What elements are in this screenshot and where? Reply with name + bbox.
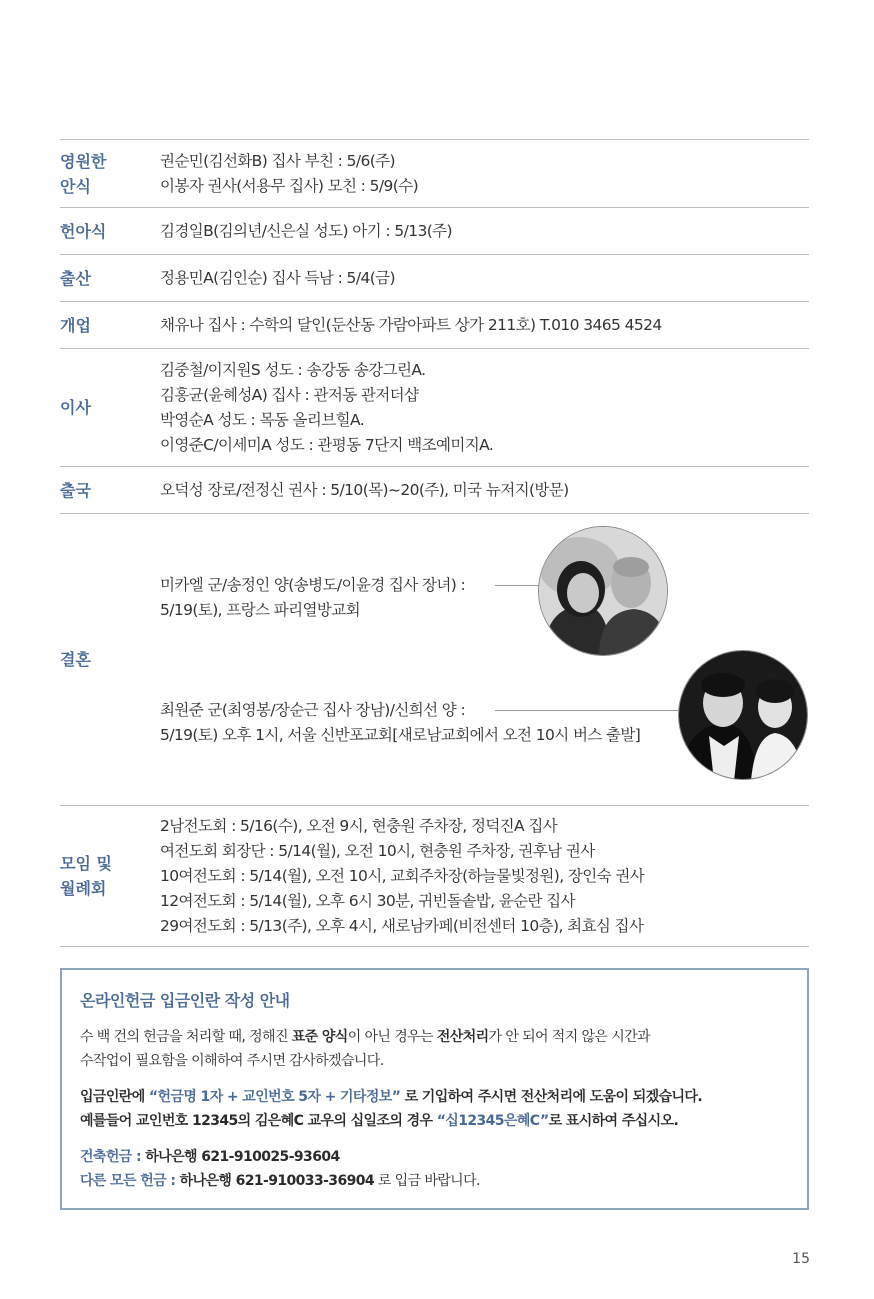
row-content: 김경일B(김의년/신은실 성도) 아기 : 5/13(주) — [160, 221, 453, 240]
row-dedication — [60, 207, 809, 254]
account-building: 건축헌금 : 하나은행 621-910025-93604 — [80, 1149, 340, 1165]
row-label: 출산 — [60, 268, 91, 288]
row-birth — [60, 254, 809, 301]
row-meetings — [60, 805, 809, 947]
row-label: 모임 및 월례회 — [60, 854, 112, 898]
notice-title: 온라인헌금 입금인란 작성 안내 — [80, 991, 290, 1010]
couple-photo-1 — [538, 526, 668, 656]
wedding-couple-1: 미카엘 군/송정인 양(송병도/이윤경 집사 장녀) : 5/19(토), 프랑스 파리열방교회 — [160, 576, 466, 619]
row-label: 출국 — [60, 480, 91, 500]
row-label: 개업 — [60, 315, 91, 335]
leader-line — [495, 585, 540, 586]
row-content: 2남전도회 : 5/16(수), 오전 9시, 현충원 주차장, 정덕진A 집사 여전도회 회장단 : 5/14(월), 오전 10시, 현충원 주차장, 권후남 권사 10여전도회 : 5/14(월), 오전 10시, 교회주차장(하늘물빛정원), 장인숙 권사 12여전도회 : 5/14(월), 오후 6시 30분, 귀빈돌솥밥, 윤순란 집사 29여전도회 : 5/13(주), 오후 4시, 새로남카페(비전센터 10층), 최효심 집사 — [160, 816, 645, 935]
leader-line — [495, 710, 679, 711]
page-number: 15 — [792, 1251, 810, 1267]
notice-accounts — [80, 1145, 789, 1193]
notice-intro: 수 백 건의 헌금을 처리할 때, 정해진 표준 양식이 아닌 경우는 전산처리가 안 되어 적지 않은 시간과 수작업이 필요함을 이해하여 주시면 감사하겠습니다. — [80, 1029, 650, 1069]
row-moving — [60, 348, 809, 466]
row-funeral — [60, 139, 809, 207]
announcements-table — [60, 139, 809, 947]
account-other: 다른 모든 헌금 : 하나은행 621-910033-36904 로 입금 바랍니다. — [80, 1173, 480, 1189]
couple-photo-2-image — [679, 651, 808, 780]
row-content: 권순민(김선화B) 집사 부친 : 5/6(주) 이봉자 권사(서용무 집사) 모친 : 5/9(수) — [160, 151, 419, 195]
row-label: 헌아식 — [60, 221, 107, 241]
row-content: 정용민A(김인순) 집사 득남 : 5/4(금) — [160, 268, 395, 287]
wedding-couple-2: 최원준 군(최영봉/장순근 집사 장남)/신희선 양 : 5/19(토) 오후 1시, 서울 신반포교회[새로남교회에서 오전 10시 버스 출발] — [160, 701, 641, 744]
row-opening — [60, 301, 809, 348]
row-label: 이사 — [60, 398, 91, 417]
row-departure — [60, 466, 809, 513]
row-content: 오덕성 장로/전정신 권사 : 5/10(목)~20(주), 미국 뉴저지(방문) — [160, 480, 569, 499]
row-content: 김중철/이지원S 성도 : 송강동 송강그린A. 김홍균(윤혜성A) 집사 : 관저동 관저더샵 박영순A 성도 : 목동 올리브힐A. 이영준C/이세미A 성도 : 관평동 7단지 백조예미지A. — [160, 360, 494, 454]
row-content: 채유나 집사 : 수학의 달인(둔산동 가람아파트 상가 211호) T.010 3465 4524 — [160, 315, 662, 334]
couple-photo-1-image — [539, 527, 668, 656]
row-wedding — [60, 513, 809, 805]
couple-photo-2 — [678, 650, 808, 780]
row-label: 영원한 안식 — [60, 151, 107, 196]
row-label: 결혼 — [60, 650, 91, 669]
online-offering-notice — [60, 968, 809, 1210]
notice-format: 입금인란에 “헌금명 1자 + 교인번호 5자 + 기타정보” 로 기입하여 주시면 전산처리에 도움이 되겠습니다. 예를들어 교인번호 12345의 김은혜C 교우의 십일조의 경우 “십12345은혜C”로 표시하여 주십시오. — [80, 1089, 703, 1129]
